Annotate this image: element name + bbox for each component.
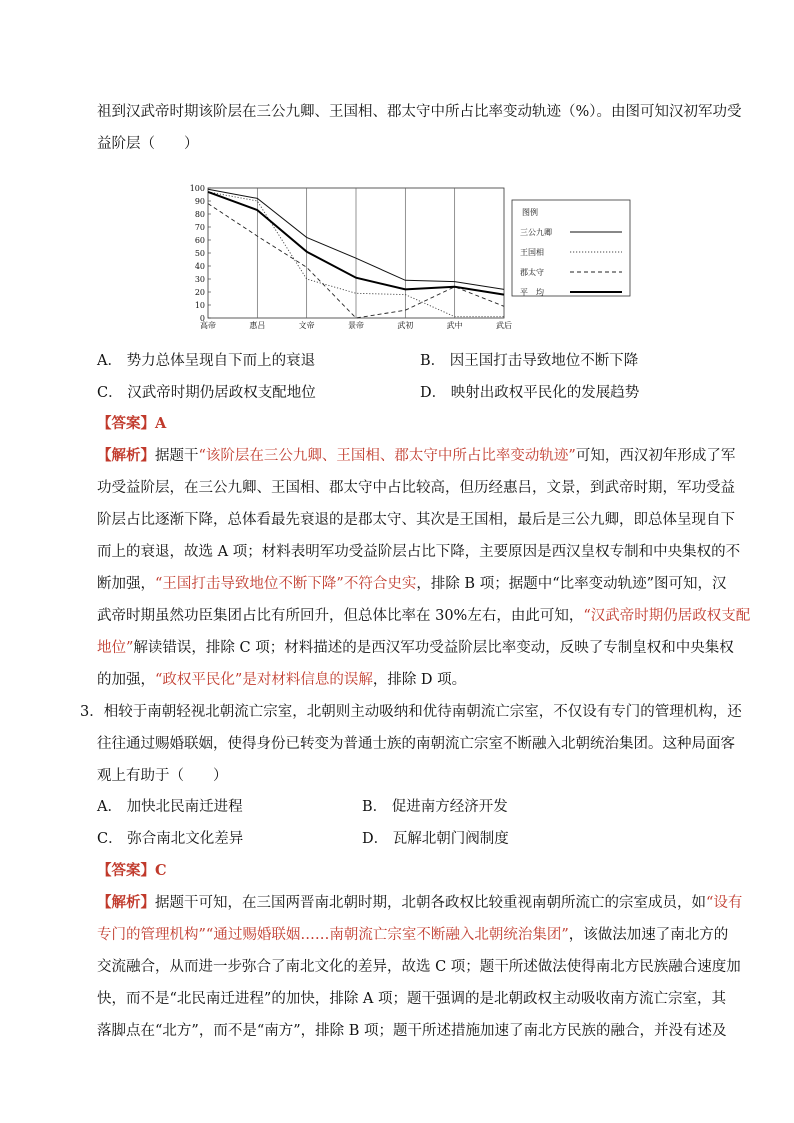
q3-analysis-text: ，该做法加速了南北方的 [568, 927, 729, 943]
y-tick-label: 100 [189, 184, 205, 193]
x-tick-label: 武初 [397, 321, 414, 330]
y-tick-label: 0 [199, 314, 205, 323]
q2-answer [97, 414, 166, 434]
legend-label: 王国相 [520, 248, 544, 257]
line-chart [180, 170, 640, 340]
q3-option-c[interactable]: C． 弥合南北文化差异 [97, 831, 244, 847]
x-tick-label: 景帝 [348, 321, 364, 330]
y-tick-label: 40 [194, 262, 205, 271]
q2-analysis-line-2: 功受益阶层，在三公九卿、王国相、郡太守中占比较高，但历经惠吕，文景，到武帝时期，军功受益 [97, 480, 735, 496]
q3-option-d[interactable]: D． 瓦解北朝门阀制度 [362, 831, 509, 847]
y-tick-label: 80 [194, 210, 205, 219]
q2-analysis-line-8 [97, 670, 466, 690]
legend-label: 郡太守 [520, 268, 544, 277]
q2-analysis-text: 断加强， [97, 576, 155, 592]
legend-label: 平 均 [520, 288, 544, 297]
q3-analysis-line-3: 交流融合，从而进一步弥合了南北文化的差异，故选 C 项；题干所述做法使得南北方民族融合速度加 [97, 959, 741, 975]
q2-analysis-line-1 [97, 446, 735, 466]
q2-analysis-text: 解读错误，排除 C 项；材料描述的是西汉军功受益阶层比率变动，反映了专制皇权和中央集权 [133, 640, 734, 656]
q3-stem-text: 相较于南朝轻视北朝流亡宗室，北朝则主动吸纳和优待南朝流亡宗室，不仅设有专门的管理机构，还 [103, 704, 742, 720]
q2-analysis-text: 可知，西汉初年形成了军 [575, 448, 736, 464]
q3-stem-line-1 [80, 702, 742, 722]
y-tick-label: 90 [194, 197, 205, 206]
q3-analysis-label: 【解析】 [97, 894, 155, 911]
q2-analysis-line-3: 阶层占比逐渐下降，总体看最先衰退的是郡太守、其次是王国相，最后是三公九卿，即总体呈现自下 [97, 512, 735, 528]
y-tick-label: 50 [194, 249, 205, 258]
q3-analysis-quote: “设有 [706, 895, 743, 911]
q2-stem-line-1: 祖到汉武帝时期该阶层在三公九卿、王国相、郡太守中所占比率变动轨迹（%）。由图可知汉初军功受 [97, 104, 742, 120]
q2-analysis-label: 【解析】 [97, 447, 155, 464]
q2-option-b[interactable]: B． 因王国打击导致地位不断下降 [420, 353, 639, 369]
q3-option-a[interactable]: A． 加快北民南迁进程 [97, 799, 243, 815]
y-tick-label: 30 [194, 275, 205, 284]
q2-analysis-quote: “汉武帝时期仍居政权支配 [583, 608, 751, 624]
q2-answer-value: A [155, 415, 167, 432]
q3-option-b[interactable]: B． 促进南方经济开发 [362, 799, 508, 815]
y-tick-label: 60 [194, 236, 205, 245]
q3-answer-value: C [155, 862, 167, 879]
q2-analysis-text: ，排除 B 项；据题中“比率变动轨迹”图可知，汉 [416, 576, 727, 592]
q2-analysis-quote: “王国打击导致地位不断下降”不符合史实 [155, 576, 417, 592]
q3-answer-label: 【答案】 [97, 862, 155, 879]
q2-option-c[interactable]: C． 汉武帝时期仍居政权支配地位 [97, 385, 316, 401]
q3-number: 3． [80, 704, 104, 720]
q2-analysis-line-7 [97, 638, 734, 658]
x-tick-label: 高帝 [200, 321, 216, 330]
q2-analysis-line-4: 而上的衰退，故选 A 项；材料表明军功受益阶层占比下降，主要原因是西汉皇权专制和中央集权的不 [97, 544, 741, 560]
q2-analysis-line-5 [97, 574, 727, 594]
q2-analysis-text: 据题干 [155, 448, 199, 464]
x-tick-label: 武后 [496, 321, 512, 330]
chart-svg [180, 170, 640, 340]
q3-analysis-line-1 [97, 893, 742, 913]
y-tick-label: 70 [194, 223, 205, 232]
q2-option-a[interactable]: A． 势力总体呈现自下而上的衰退 [97, 353, 316, 369]
q3-stem-line-3: 观上有助于（ ） [97, 768, 228, 784]
x-tick-label: 文帝 [298, 321, 315, 330]
q2-analysis-text: 武帝时期虽然功臣集团占比有所回升，但总体比率在 30%左右，由此可知， [97, 608, 584, 624]
q3-analysis-line-4: 快，而不是“北民南迁进程”的加快，排除 A 项；题干强调的是北朝政权主动吸收南方流亡宗室，其 [97, 991, 727, 1007]
y-tick-label: 20 [194, 288, 205, 297]
q3-stem-line-2: 往往通过赐婚联姻，使得身份已转变为普通士族的南朝流亡宗室不断融入北朝统治集团。这种局面客 [97, 736, 735, 752]
x-tick-label: 惠吕 [249, 321, 266, 330]
q2-analysis-quote: “政权平民化”是对材料信息的误解 [155, 672, 373, 688]
q3-analysis-line-5: 落脚点在“北方”，而不是“南方”，排除 B 项；题干所述措施加速了南北方民族的融合，并没有述及 [97, 1023, 727, 1039]
q3-answer [97, 861, 167, 881]
legend-label: 三公九卿 [520, 228, 552, 237]
q2-stem-line-2: 益阶层（ ） [97, 136, 199, 152]
q3-analysis-quote: 专门的管理机构”“通过赐婚联姻……南朝流亡宗室不断融入北朝统治集团” [97, 927, 569, 943]
q2-option-d[interactable]: D． 映射出政权平民化的发展趋势 [420, 385, 640, 401]
q2-answer-label: 【答案】 [97, 415, 155, 432]
y-tick-label: 10 [194, 301, 205, 310]
legend-title: 图例 [522, 208, 538, 217]
q3-analysis-line-2 [97, 925, 728, 945]
q2-analysis-text: ，排除 D 项。 [372, 672, 467, 688]
q2-analysis-quote: “该阶层在三公九卿、王国相、郡太守中所占比率变动轨迹” [198, 448, 576, 464]
x-tick-label: 武中 [446, 321, 463, 330]
q2-analysis-quote: 地位” [97, 640, 134, 656]
q2-analysis-text: 的加强， [97, 672, 155, 688]
q3-analysis-text: 据题干可知，在三国两晋南北朝时期，北朝各政权比较重视南朝所流亡的宗室成员，如 [155, 895, 706, 911]
q2-analysis-line-6 [97, 606, 750, 626]
